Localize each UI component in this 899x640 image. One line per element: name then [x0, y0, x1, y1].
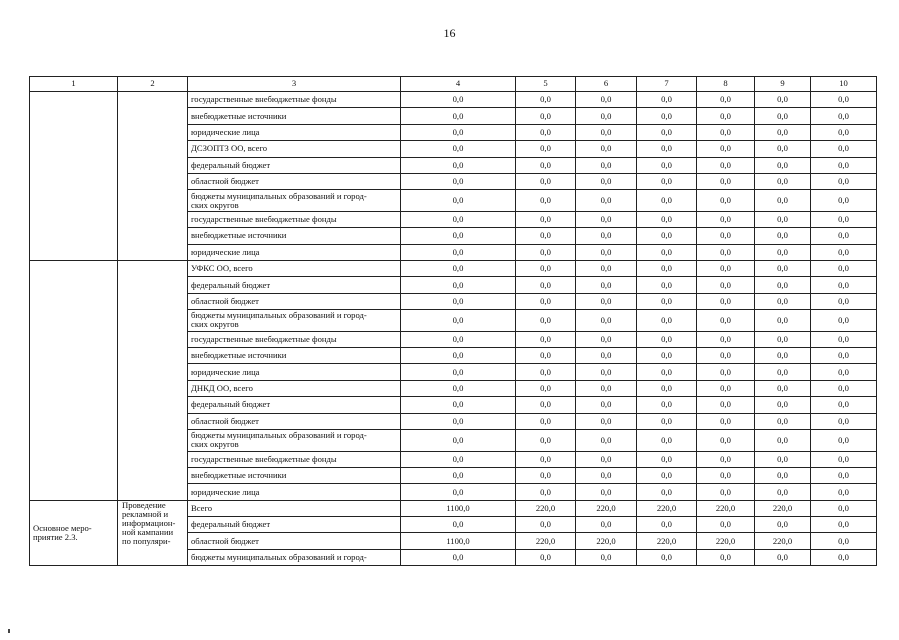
value-cell: 0,0	[576, 380, 637, 396]
value-cell: 0,0	[811, 92, 877, 108]
value-cell: 0,0	[576, 228, 637, 244]
value-cell: 0,0	[516, 331, 576, 347]
value-cell: 0,0	[401, 261, 516, 277]
value-cell: 0,0	[697, 331, 755, 347]
source-name-cell: федеральный бюджет	[188, 517, 401, 533]
source-name-cell: бюджеты муниципальных образований и город- ских округов	[188, 310, 401, 332]
value-cell: 0,0	[697, 293, 755, 309]
value-cell: 0,0	[637, 413, 697, 429]
value-cell: 0,0	[755, 517, 811, 533]
value-cell: 0,0	[401, 331, 516, 347]
value-cell: 0,0	[637, 277, 697, 293]
value-cell: 0,0	[516, 380, 576, 396]
value-cell: 0,0	[637, 467, 697, 483]
value-cell: 220,0	[697, 533, 755, 549]
value-cell: 0,0	[637, 157, 697, 173]
value-cell: 0,0	[755, 380, 811, 396]
value-cell: 0,0	[516, 277, 576, 293]
header-cell: 4	[401, 77, 516, 92]
value-cell: 0,0	[811, 261, 877, 277]
source-name-cell: внебюджетные источники	[188, 108, 401, 124]
value-cell: 0,0	[697, 348, 755, 364]
value-cell: 0,0	[637, 108, 697, 124]
value-cell: 220,0	[516, 533, 576, 549]
value-cell: 0,0	[755, 293, 811, 309]
source-name-cell: юридические лица	[188, 364, 401, 380]
table-row	[30, 261, 877, 277]
value-cell: 220,0	[637, 533, 697, 549]
value-cell: 0,0	[755, 413, 811, 429]
source-name-cell: юридические лица	[188, 244, 401, 260]
table-row	[30, 92, 877, 108]
source-name-cell: государственные внебюджетные фонды	[188, 211, 401, 227]
value-cell: 0,0	[811, 141, 877, 157]
value-cell: 0,0	[811, 430, 877, 452]
value-cell: 0,0	[811, 380, 877, 396]
value-cell: 0,0	[576, 124, 637, 140]
value-cell: 220,0	[755, 500, 811, 516]
value-cell: 0,0	[516, 244, 576, 260]
value-cell: 0,0	[637, 348, 697, 364]
value-cell: 0,0	[755, 430, 811, 452]
value-cell: 0,0	[697, 141, 755, 157]
value-cell: 0,0	[576, 108, 637, 124]
header-cell: 1	[30, 77, 118, 92]
value-cell: 0,0	[516, 157, 576, 173]
value-cell: 0,0	[811, 484, 877, 500]
value-cell: 0,0	[516, 413, 576, 429]
value-cell: 0,0	[637, 293, 697, 309]
value-cell: 0,0	[755, 484, 811, 500]
value-cell: 0,0	[755, 397, 811, 413]
source-name-cell: бюджеты муниципальных образований и город-	[188, 549, 401, 565]
value-cell: 0,0	[516, 310, 576, 332]
value-cell: 0,0	[637, 549, 697, 565]
value-cell: 0,0	[401, 228, 516, 244]
value-cell: 0,0	[516, 211, 576, 227]
value-cell: 0,0	[576, 211, 637, 227]
scan-artifact	[8, 629, 10, 633]
value-cell: 0,0	[516, 348, 576, 364]
value-cell: 0,0	[576, 261, 637, 277]
value-cell: 0,0	[401, 277, 516, 293]
value-cell: 0,0	[697, 124, 755, 140]
value-cell: 0,0	[576, 397, 637, 413]
value-cell: 0,0	[516, 190, 576, 212]
value-cell: 0,0	[576, 293, 637, 309]
value-cell: 0,0	[697, 261, 755, 277]
value-cell: 0,0	[811, 293, 877, 309]
value-cell: 0,0	[401, 364, 516, 380]
value-cell: 0,0	[401, 108, 516, 124]
value-cell: 0,0	[576, 467, 637, 483]
value-cell: 220,0	[697, 500, 755, 516]
value-cell: 0,0	[401, 467, 516, 483]
value-cell: 0,0	[516, 293, 576, 309]
source-name-cell: областной бюджет	[188, 413, 401, 429]
value-cell: 0,0	[811, 413, 877, 429]
value-cell: 1100,0	[401, 500, 516, 516]
value-cell: 0,0	[811, 157, 877, 173]
value-cell: 0,0	[637, 228, 697, 244]
description-cell	[118, 261, 188, 501]
value-cell: 1100,0	[401, 533, 516, 549]
value-cell: 0,0	[576, 310, 637, 332]
source-name-cell: Всего	[188, 500, 401, 516]
value-cell: 0,0	[755, 467, 811, 483]
value-cell: 0,0	[697, 364, 755, 380]
source-name-cell: юридические лица	[188, 484, 401, 500]
value-cell: 0,0	[755, 348, 811, 364]
value-cell: 0,0	[697, 451, 755, 467]
table-body	[30, 92, 877, 566]
source-name-cell: областной бюджет	[188, 533, 401, 549]
value-cell: 0,0	[516, 467, 576, 483]
source-name-cell: бюджеты муниципальных образований и город- ских округов	[188, 430, 401, 452]
source-name-cell: федеральный бюджет	[188, 157, 401, 173]
value-cell: 0,0	[697, 228, 755, 244]
value-cell: 0,0	[637, 244, 697, 260]
value-cell: 0,0	[576, 451, 637, 467]
value-cell: 0,0	[516, 364, 576, 380]
value-cell: 0,0	[637, 92, 697, 108]
value-cell: 0,0	[811, 331, 877, 347]
value-cell: 0,0	[697, 549, 755, 565]
value-cell: 0,0	[637, 451, 697, 467]
value-cell: 0,0	[697, 380, 755, 396]
value-cell: 0,0	[811, 277, 877, 293]
value-cell: 0,0	[516, 517, 576, 533]
description-cell	[118, 92, 188, 261]
value-cell: 0,0	[576, 244, 637, 260]
activity-cell	[30, 92, 118, 261]
value-cell: 0,0	[811, 124, 877, 140]
source-name-cell: государственные внебюджетные фонды	[188, 451, 401, 467]
header-cell: 5	[516, 77, 576, 92]
value-cell: 0,0	[401, 173, 516, 189]
value-cell: 0,0	[516, 451, 576, 467]
value-cell: 0,0	[401, 348, 516, 364]
value-cell: 0,0	[401, 310, 516, 332]
value-cell: 0,0	[755, 228, 811, 244]
source-name-cell: внебюджетные источники	[188, 467, 401, 483]
value-cell: 0,0	[516, 228, 576, 244]
value-cell: 220,0	[576, 533, 637, 549]
value-cell: 0,0	[755, 157, 811, 173]
value-cell: 0,0	[811, 211, 877, 227]
value-cell: 0,0	[637, 124, 697, 140]
header-cell: 10	[811, 77, 877, 92]
value-cell: 0,0	[697, 277, 755, 293]
value-cell: 0,0	[755, 190, 811, 212]
value-cell: 0,0	[401, 517, 516, 533]
value-cell: 0,0	[401, 244, 516, 260]
value-cell: 0,0	[516, 549, 576, 565]
value-cell: 0,0	[755, 211, 811, 227]
value-cell: 0,0	[576, 549, 637, 565]
value-cell: 0,0	[576, 364, 637, 380]
source-name-cell: внебюджетные источники	[188, 228, 401, 244]
value-cell: 0,0	[576, 517, 637, 533]
value-cell: 0,0	[697, 467, 755, 483]
value-cell: 0,0	[755, 173, 811, 189]
value-cell: 0,0	[401, 413, 516, 429]
value-cell: 0,0	[697, 310, 755, 332]
value-cell: 220,0	[576, 500, 637, 516]
value-cell: 0,0	[401, 484, 516, 500]
value-cell: 0,0	[755, 451, 811, 467]
value-cell: 0,0	[576, 141, 637, 157]
value-cell: 0,0	[811, 549, 877, 565]
header-row	[30, 77, 877, 92]
value-cell: 0,0	[755, 141, 811, 157]
value-cell: 0,0	[637, 331, 697, 347]
value-cell: 0,0	[755, 261, 811, 277]
source-name-cell: государственные внебюджетные фонды	[188, 92, 401, 108]
source-name-cell: бюджеты муниципальных образований и город- ских округов	[188, 190, 401, 212]
value-cell: 0,0	[637, 364, 697, 380]
value-cell: 0,0	[697, 92, 755, 108]
value-cell: 0,0	[576, 173, 637, 189]
header-cell: 2	[118, 77, 188, 92]
value-cell: 0,0	[516, 261, 576, 277]
value-cell: 0,0	[755, 277, 811, 293]
activity-cell: Основное меро- приятие 2.3.	[30, 500, 118, 566]
value-cell: 0,0	[811, 108, 877, 124]
value-cell: 220,0	[637, 500, 697, 516]
value-cell: 0,0	[576, 430, 637, 452]
value-cell: 0,0	[811, 500, 877, 516]
source-name-cell: УФКС ОО, всего	[188, 261, 401, 277]
source-name-cell: ДСЗОПТЗ ОО, всего	[188, 141, 401, 157]
value-cell: 0,0	[516, 124, 576, 140]
value-cell: 0,0	[637, 310, 697, 332]
value-cell: 0,0	[401, 430, 516, 452]
value-cell: 0,0	[811, 310, 877, 332]
value-cell: 0,0	[697, 430, 755, 452]
value-cell: 0,0	[755, 244, 811, 260]
value-cell: 0,0	[811, 244, 877, 260]
value-cell: 0,0	[576, 484, 637, 500]
value-cell: 0,0	[697, 413, 755, 429]
source-name-cell: федеральный бюджет	[188, 397, 401, 413]
value-cell: 0,0	[516, 173, 576, 189]
table-row	[30, 500, 877, 516]
value-cell: 0,0	[401, 157, 516, 173]
value-cell: 0,0	[697, 211, 755, 227]
budget-table	[29, 76, 877, 566]
value-cell: 0,0	[637, 484, 697, 500]
value-cell: 0,0	[697, 190, 755, 212]
value-cell: 0,0	[576, 92, 637, 108]
value-cell: 0,0	[516, 108, 576, 124]
value-cell: 0,0	[401, 190, 516, 212]
value-cell: 0,0	[401, 397, 516, 413]
value-cell: 0,0	[755, 331, 811, 347]
value-cell: 0,0	[697, 244, 755, 260]
value-cell: 0,0	[637, 517, 697, 533]
value-cell: 0,0	[516, 92, 576, 108]
value-cell: 0,0	[811, 173, 877, 189]
value-cell: 0,0	[811, 533, 877, 549]
value-cell: 0,0	[637, 380, 697, 396]
value-cell: 0,0	[697, 173, 755, 189]
page-number: 16	[443, 26, 456, 40]
value-cell: 0,0	[755, 124, 811, 140]
value-cell: 0,0	[755, 549, 811, 565]
value-cell: 0,0	[811, 451, 877, 467]
value-cell: 0,0	[811, 397, 877, 413]
value-cell: 0,0	[811, 364, 877, 380]
source-name-cell: областной бюджет	[188, 173, 401, 189]
value-cell: 0,0	[401, 451, 516, 467]
source-name-cell: федеральный бюджет	[188, 277, 401, 293]
value-cell: 0,0	[637, 190, 697, 212]
value-cell: 0,0	[811, 190, 877, 212]
value-cell: 0,0	[697, 484, 755, 500]
value-cell: 0,0	[516, 484, 576, 500]
description-cell: Проведение рекламной и информацион- ной кампании по популяри-	[118, 500, 188, 566]
value-cell: 0,0	[576, 348, 637, 364]
value-cell: 0,0	[811, 517, 877, 533]
value-cell: 0,0	[637, 261, 697, 277]
value-cell: 0,0	[637, 397, 697, 413]
header-cell: 3	[188, 77, 401, 92]
value-cell: 0,0	[637, 141, 697, 157]
value-cell: 0,0	[401, 141, 516, 157]
value-cell: 0,0	[697, 157, 755, 173]
value-cell: 0,0	[576, 157, 637, 173]
value-cell: 0,0	[401, 549, 516, 565]
value-cell: 0,0	[576, 331, 637, 347]
value-cell: 0,0	[811, 467, 877, 483]
header-cell: 8	[697, 77, 755, 92]
value-cell: 220,0	[516, 500, 576, 516]
value-cell: 0,0	[516, 430, 576, 452]
value-cell: 0,0	[811, 228, 877, 244]
value-cell: 0,0	[811, 348, 877, 364]
source-name-cell: областной бюджет	[188, 293, 401, 309]
header-cell: 6	[576, 77, 637, 92]
value-cell: 220,0	[755, 533, 811, 549]
value-cell: 0,0	[401, 92, 516, 108]
source-name-cell: государственные внебюджетные фонды	[188, 331, 401, 347]
value-cell: 0,0	[576, 277, 637, 293]
header-cell: 9	[755, 77, 811, 92]
value-cell: 0,0	[637, 173, 697, 189]
value-cell: 0,0	[401, 380, 516, 396]
value-cell: 0,0	[637, 211, 697, 227]
value-cell: 0,0	[755, 92, 811, 108]
value-cell: 0,0	[576, 413, 637, 429]
value-cell: 0,0	[401, 211, 516, 227]
source-name-cell: юридические лица	[188, 124, 401, 140]
value-cell: 0,0	[697, 517, 755, 533]
value-cell: 0,0	[516, 397, 576, 413]
value-cell: 0,0	[697, 397, 755, 413]
value-cell: 0,0	[755, 310, 811, 332]
value-cell: 0,0	[755, 108, 811, 124]
value-cell: 0,0	[516, 141, 576, 157]
header-cell: 7	[637, 77, 697, 92]
value-cell: 0,0	[401, 293, 516, 309]
value-cell: 0,0	[637, 430, 697, 452]
value-cell: 0,0	[697, 108, 755, 124]
value-cell: 0,0	[576, 190, 637, 212]
source-name-cell: внебюджетные источники	[188, 348, 401, 364]
source-name-cell: ДНКД ОО, всего	[188, 380, 401, 396]
activity-cell	[30, 261, 118, 501]
value-cell: 0,0	[755, 364, 811, 380]
value-cell: 0,0	[401, 124, 516, 140]
